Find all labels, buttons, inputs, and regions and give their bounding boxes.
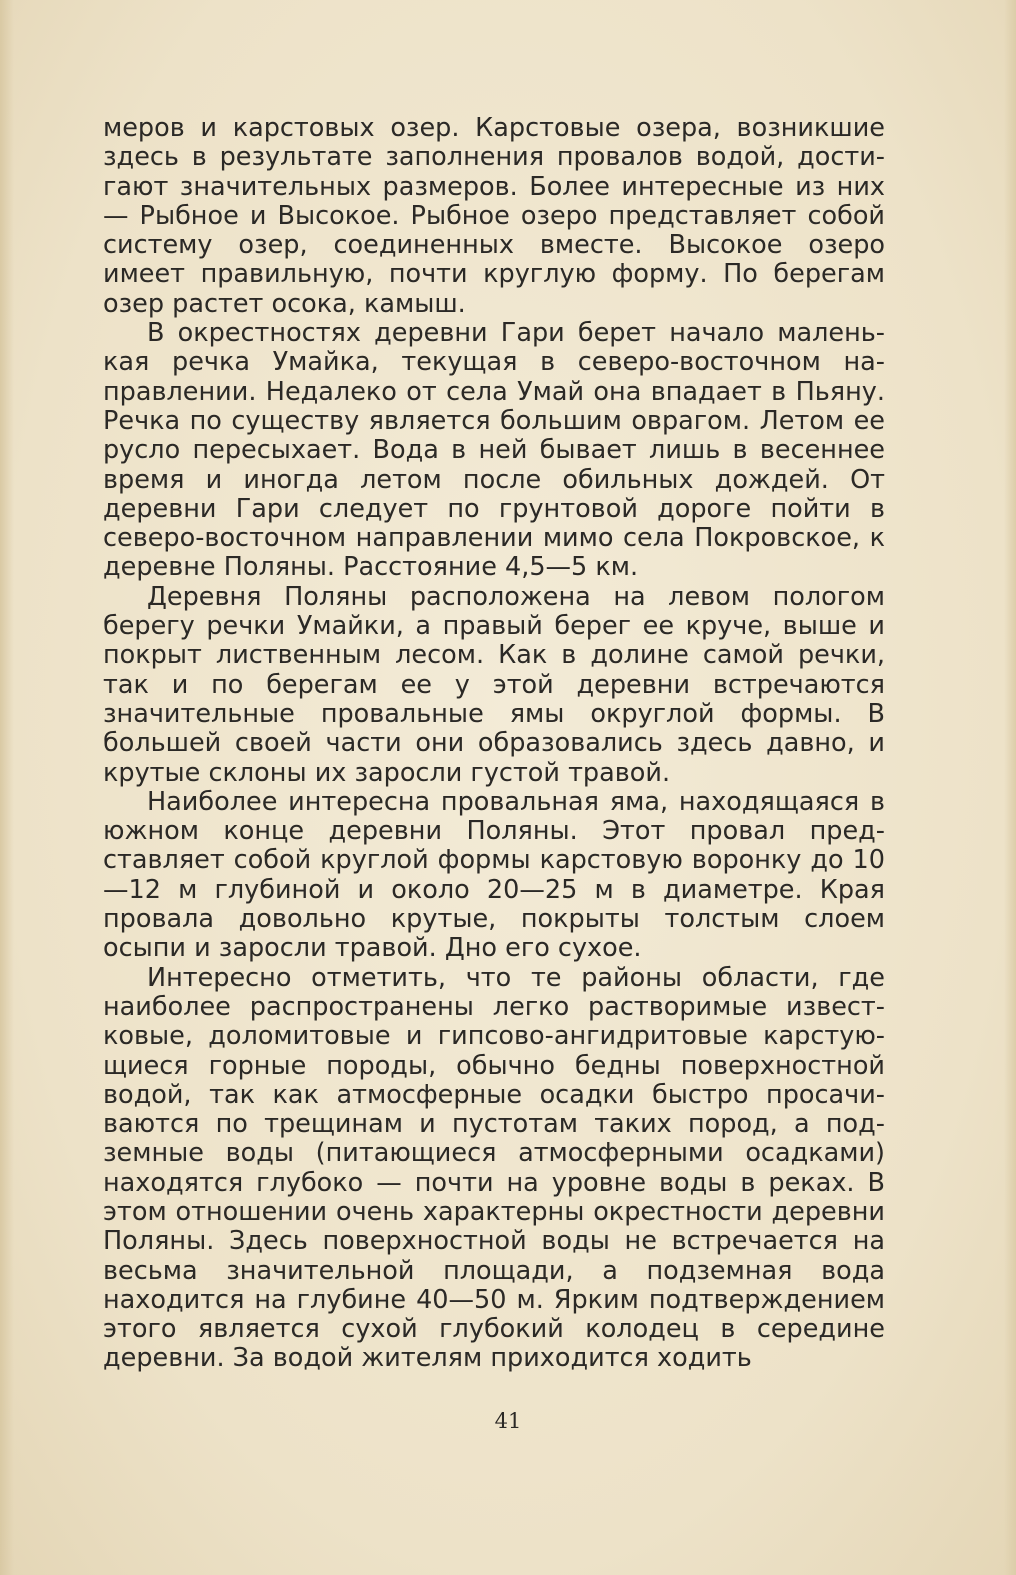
paragraph-4: Наиболее интересна провальная яма, находящаяся в южном конце деревни Поляны. Этот провал представляет собой круглой формы карстовую воронку до 10—12 м глубиной и около 20—25 м в диаметре. Края провала довольно крутые, покрыты толстым слоем осыпи и заросли травой. Дно его сухое.	[103, 786, 885, 964]
paragraph-3: Деревня Поляны расположена на левом пологом берегу речки Умайки, а правый берег ее круче, выше и покрыт лиственным лесом. Как в долине самой речки, так и по берегам ее у этой деревни встречаются значительные провальные ямы округлой формы. В большей своей части они образовались здесь давно, и крутые склоны их заросли густой травой.	[103, 581, 885, 788]
paragraph-1: меров и карстовых озер. Карстовые озера, возникшие здесь в результате заполнения провалов водой, достигают значительных размеров. Более интересные из них — Рыбное и Высокое. Рыбное озеро представляет собой систему озер, соединенных вместе. Высокое озеро имеет правильную, почти круглую форму. По берегам озер растет осока, камыш.	[103, 113, 885, 319]
body-text	[103, 114, 885, 1374]
paragraph-5: Интересно отметить, что те районы области, где наиболее распространены легко растворимые известковые, доломитовые и гипсово-ангидритовые карстующиеся горные породы, обычно бедны поверхностной водой, так как атмосферные осадки быстро просачиваются по трещинам и пустотам таких пород, а подземные воды (питающиеся атмосферными осадками) находятся глубоко — почти на уровне воды в реках. В этом отношении очень характерны окрестности деревни Поляны. Здесь поверхностной воды не встречается на весьма значительной площади, а подземная вода находится на глубине 40—50 м. Ярким подтверждением этого является сухой глубокий колодец в середине деревни. За водой жителям приходится ходить	[103, 962, 885, 1374]
paragraph-2: В окрестностях деревни Гари берет начало маленькая речка Умайка, текущая в северо-восточном направлении. Недалеко от села Умай она впадает в Пьяну. Речка по существу является большим оврагом. Летом ее русло пересыхает. Вода в ней бывает лишь в весеннее время и иногда летом после обильных дождей. От деревни Гари следует по грунтовой дороге пойти в северо-восточном направлении мимо села Покровское, к деревне Поляны. Расстояние 4,5—5 км.	[103, 318, 885, 583]
page-number: 41	[494, 1409, 522, 1433]
page-edge-right	[1004, 0, 1016, 1575]
page-edge-left	[0, 0, 14, 1575]
